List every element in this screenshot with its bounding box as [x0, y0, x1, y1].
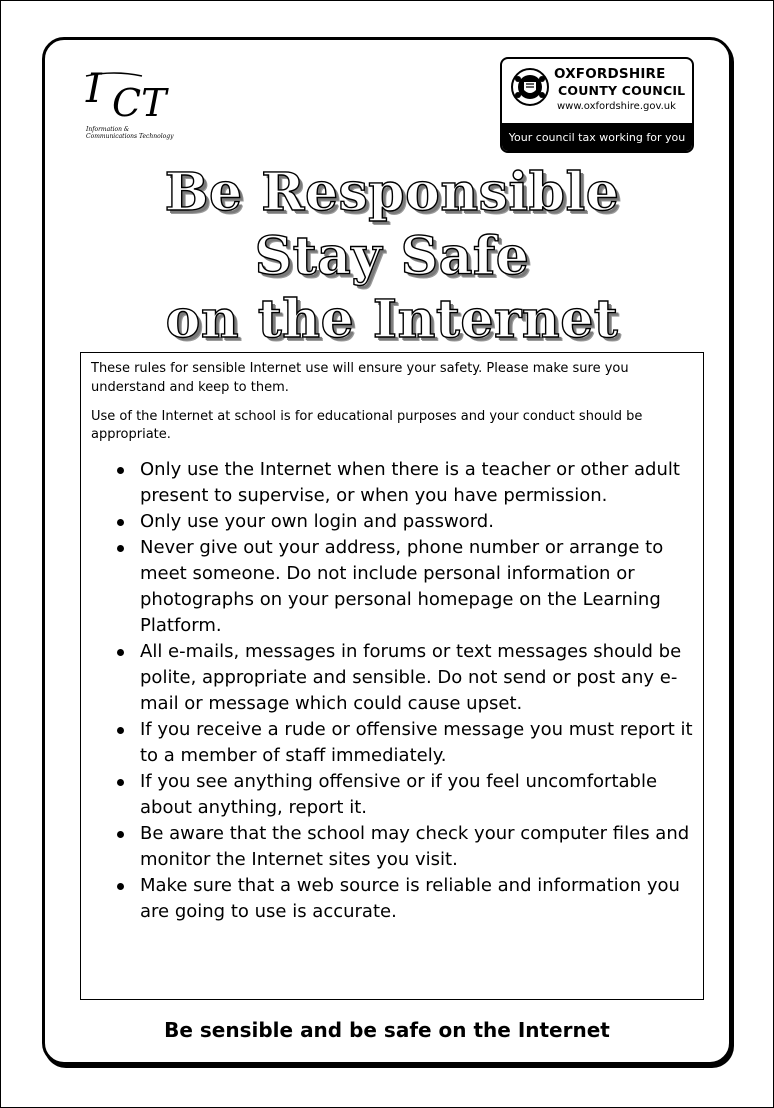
ict-caption [86, 126, 206, 140]
rule-item [115, 535, 695, 639]
bullet-icon [117, 649, 124, 656]
rules-list [115, 457, 695, 925]
rule-item [115, 509, 695, 535]
rule-text: All e-mails, messages in forums or text messages should be polite, appropriate and sensible. Do not send or post any e-mail or message which could cause upset. [140, 641, 682, 714]
bullet-icon [117, 545, 124, 552]
ict-logo [84, 66, 194, 146]
bullet-icon [117, 831, 124, 838]
bullet-icon [117, 519, 124, 526]
rule-text: Only use the Internet when there is a teacher or other adult present to supervise, or when you have permission. [140, 459, 680, 506]
intro-paragraph-1: These rules for sensible Internet use will ensure your safety. Please make sure you understand and keep to them. [91, 361, 629, 395]
council-url: www.oxfordshire.gov.uk [557, 101, 676, 112]
footer-slogan: Be sensible and be safe on the Internet [164, 1018, 610, 1042]
rule-item [115, 769, 695, 821]
title-line-1: Be Responsible [164, 162, 620, 223]
intro-paragraph-2: Use of the Internet at school is for educational purposes and your conduct should be appropriate. [91, 409, 643, 442]
ict-caption-line2: Communications Technology [86, 133, 174, 140]
rule-text: Be aware that the school may check your computer files and monitor the Internet sites you visit. [140, 823, 690, 870]
ict-caption-line1: Information & [86, 126, 130, 133]
rule-item [115, 873, 695, 925]
ict-logo-mark [84, 66, 194, 126]
bullet-icon [117, 883, 124, 890]
council-name-line2: COUNTY COUNCIL [558, 83, 686, 98]
rule-text: Make sure that a web source is reliable and information you are going to use is accurate. [140, 875, 680, 922]
title-line-2: Stay Safe [254, 226, 530, 287]
rule-text: If you see anything offensive or if you feel uncomfortable about anything, report it. [140, 771, 658, 818]
rule-text: Only use your own login and password. [140, 511, 494, 532]
rule-item [115, 821, 695, 873]
bullet-icon [117, 727, 124, 734]
oxfordshire-council-logo [500, 57, 694, 153]
ict-logo-i: I [86, 66, 102, 112]
ict-logo-ct: CT [112, 81, 167, 125]
title-line-3: on the Internet [165, 289, 619, 350]
rules-box [80, 352, 704, 1000]
rule-item [115, 717, 695, 769]
council-tagline: Your council tax working for you [502, 123, 692, 151]
council-crest-icon [510, 67, 550, 107]
rule-text: Never give out your address, phone number or arrange to meet someone. Do not include personal information or photographs on your personal homepage on the Learning Platform. [140, 537, 664, 636]
bullet-icon [117, 467, 124, 474]
council-name-line1: OXFORDSHIRE [554, 66, 666, 82]
rule-text: If you receive a rude or offensive message you must report it to a member of staff immediately. [140, 719, 693, 766]
rule-item [115, 457, 695, 509]
bullet-icon [117, 779, 124, 786]
rule-item [115, 639, 695, 717]
